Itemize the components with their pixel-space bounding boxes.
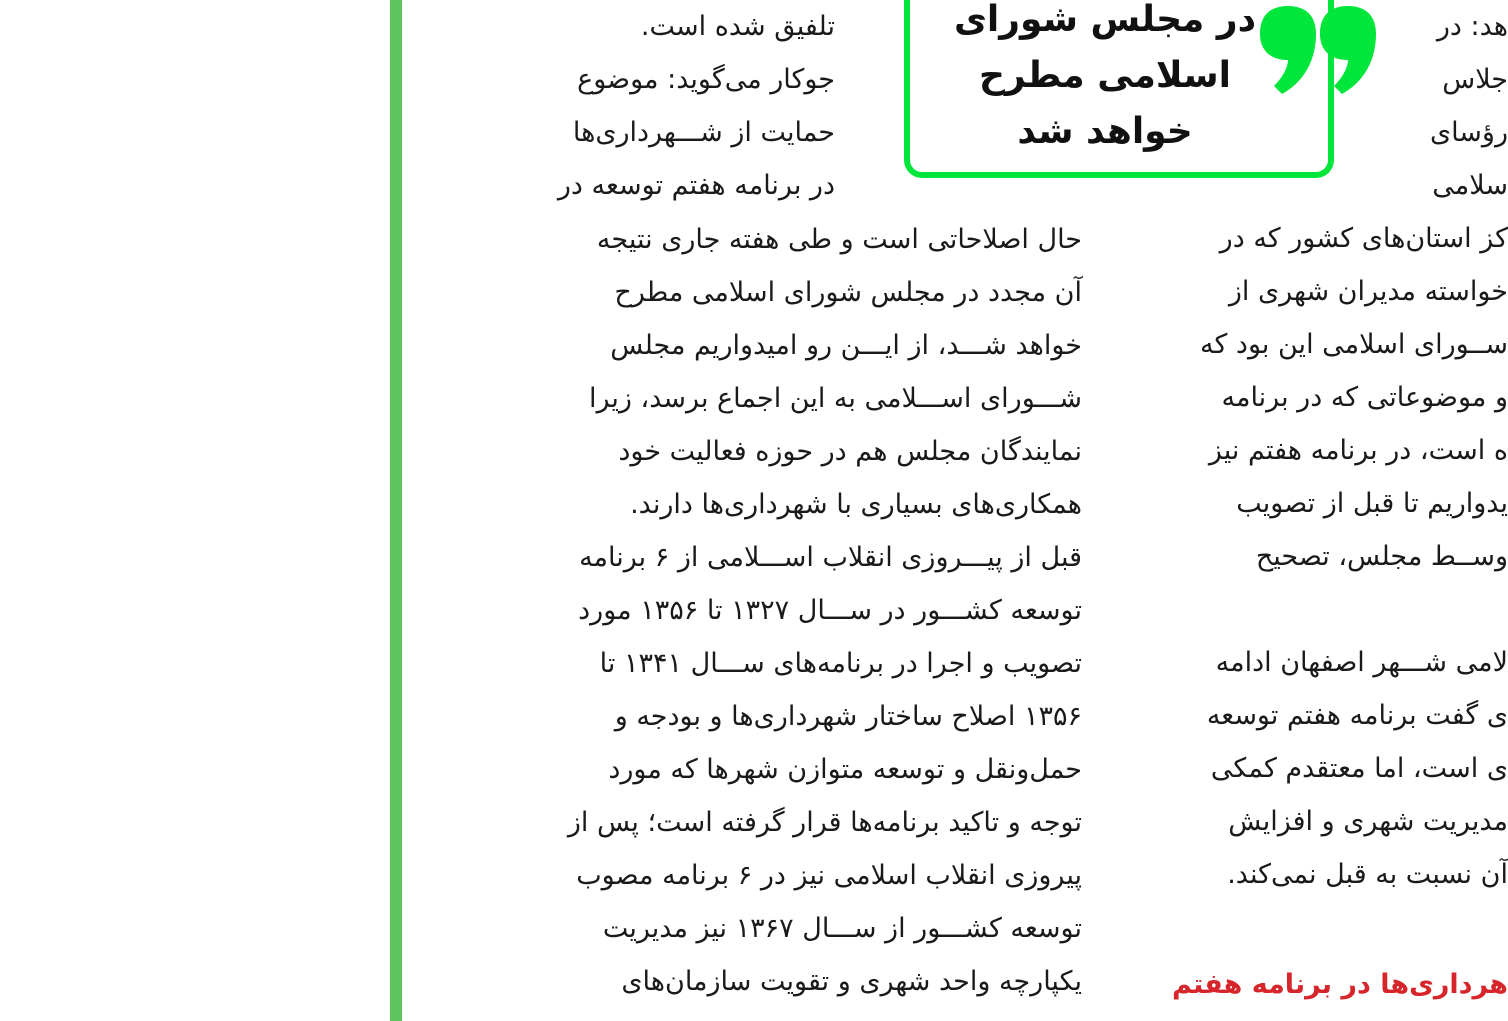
quotation-mark-icon: [1258, 4, 1378, 96]
text-line: حمل‌ونقل و توسعه متوازن شهرها که مورد: [608, 754, 1082, 785]
text-line: ی است، اما معتقدم کمکی: [1210, 753, 1508, 784]
text-line: آن نسبت به قبل نمی‌کند.: [1227, 859, 1508, 890]
text-line: آن مجدد در مجلس شورای اسلامی مطرح: [614, 277, 1082, 308]
text-line: سلامی: [1432, 170, 1508, 201]
text-line: نمایندگان مجلس هم در حوزه فعالیت خود: [618, 436, 1082, 467]
text-line: حال اصلاحاتی است و طی هفته جاری نتیجه: [596, 224, 1082, 255]
text-line: تصویب و اجرا در برنامه‌های ســـال ۱۳۴۱ تا: [599, 648, 1082, 679]
text-line: لامی شـــهر اصفهان ادامه: [1215, 647, 1508, 678]
pull-quote-line: در مجلس شورای: [953, 0, 1257, 40]
text-line: یدواریم تا قبل از تصویب: [1236, 488, 1508, 519]
green-column-rule: [390, 0, 402, 1021]
text-line: هد: در: [1436, 11, 1508, 42]
text-line: خواهد شـــد، از ایـــن رو امیدواریم مجلس: [610, 330, 1082, 361]
text-line: حمایت از شـــهرداری‌ها: [572, 117, 835, 148]
paragraph-gap: [1168, 583, 1508, 636]
text-line: پیروزی انقلاب اسلامی نیز در ۶ برنامه مصوب: [576, 860, 1082, 891]
text-line: خواسته مدیران شهری از: [1228, 276, 1508, 307]
text-line: مدیریت شهری و افزایش: [1228, 806, 1508, 837]
text-line: همکاری‌های بسیاری با شهرداری‌ها دارند.: [630, 489, 1082, 520]
text-line: در برنامه هفتم توسعه در: [557, 170, 835, 201]
text-line: توسعه کشـــور در ســـال ۱۳۲۷ تا ۱۳۵۶ مورد: [578, 595, 1082, 626]
pull-quote-line: اسلامی مطرح: [978, 55, 1232, 96]
column-top-text: [520, 0, 835, 212]
text-line: تلفیق شده است.: [640, 11, 835, 42]
pull-quote-line: خواهد شد: [1017, 111, 1193, 152]
text-line: قبل از پیـــروزی انقلاب اســـلامی از ۶ برنامه: [579, 542, 1082, 573]
text-line: توسعه کشـــور از ســـال ۱۳۶۷ نیز مدیریت: [602, 913, 1082, 944]
text-line: وســط مجلس، تصحیح: [1255, 541, 1508, 572]
text-line: شـــورای اســـلامی به این اجماع برسد، زیرا: [589, 383, 1082, 414]
text-line: ی گفت برنامه هفتم توسعه: [1206, 700, 1508, 731]
text-line: جلاس: [1442, 64, 1508, 95]
column-middle-text: [520, 213, 1082, 1008]
text-line: کز استان‌های کشور که در: [1219, 223, 1508, 254]
text-line: جوکار می‌گوید: موضوع: [577, 64, 835, 95]
text-line: رؤسای: [1429, 117, 1508, 148]
text-line: و موضوعاتی که در برنامه: [1221, 382, 1508, 413]
section-subheading: هرداری‌ها در برنامه هفتم: [1171, 969, 1508, 1000]
text-line: ۱۳۵۶ اصلاح ساختار شهرداری‌ها و بودجه و: [614, 701, 1082, 732]
text-line: یکپارچه واحد شهری و تقویت سازمان‌های: [621, 966, 1082, 997]
text-line: توجه و تاکید برنامه‌ها قرار گرفته است؛ پس از: [567, 807, 1082, 838]
pull-quote-text: [930, 0, 1280, 160]
text-line: ه است، در برنامه هفتم نیز: [1208, 435, 1508, 466]
text-line: ســورای اسلامی این بود که: [1200, 329, 1508, 360]
